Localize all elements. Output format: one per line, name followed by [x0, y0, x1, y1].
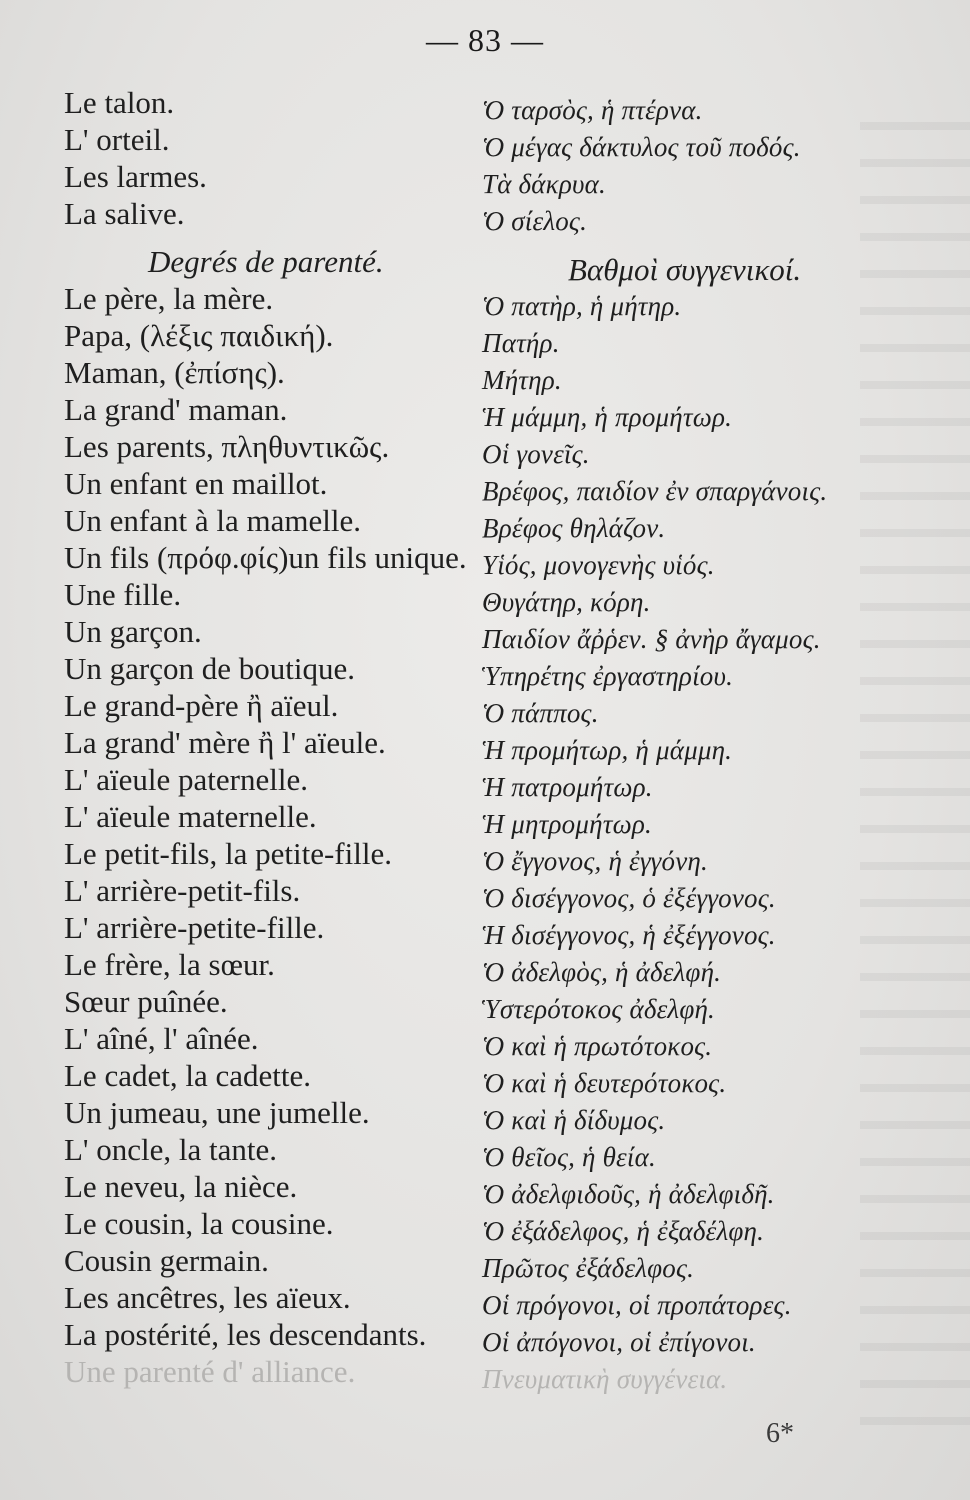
- french-column: [64, 84, 484, 1390]
- french-entry: Les larmes.: [64, 159, 207, 194]
- french-entry: Papa, (λέξις παιδική).: [64, 318, 334, 353]
- french-entry: Un enfant en maillot.: [64, 466, 328, 501]
- greek-entry: Ὁ ἀδελφὸς, ἡ ἀδελφή.: [482, 957, 722, 987]
- section-heading-greek: Βαθμοὶ συγγενικοί.: [568, 252, 802, 287]
- french-entry: Sœur puînée.: [64, 984, 228, 1019]
- greek-entry: Ὑπηρέτης ἐργαστηρίου.: [482, 661, 734, 691]
- french-entry: Le grand-père ἢ aïeul.: [64, 688, 339, 723]
- french-entry: Les parents, πληθυντικῶς.: [64, 429, 390, 464]
- greek-entry: Ὁ καὶ ἡ δίδυμος.: [482, 1105, 666, 1135]
- greek-entry: Βρέφος, παιδίον ἐν σπαργάνοις.: [482, 476, 828, 506]
- greek-column: [482, 92, 942, 1398]
- french-entry: Le cousin, la cousine.: [64, 1206, 334, 1241]
- greek-entry: Ὁ σίελος.: [482, 206, 588, 236]
- greek-entry: Ὁ ταρσὸς, ἡ πτέρνα.: [482, 95, 703, 125]
- french-entry: Le talon.: [64, 85, 175, 120]
- french-entry: Les ancêtres, les aïeux.: [64, 1280, 351, 1315]
- page-number: — 83 —: [426, 22, 544, 58]
- greek-entry: Ὁ ἀδελφιδοῦς, ἡ ἀδελφιδῆ.: [482, 1179, 775, 1209]
- french-entry: L' arrière-petite-fille.: [64, 910, 325, 945]
- greek-entry: Πρῶτος ἐξάδελφος.: [482, 1253, 695, 1283]
- french-entry: Un fils (πρόφ.φίς)un fils unique.: [64, 540, 467, 575]
- greek-entry: Ἡ προμήτωρ, ἡ μάμμη.: [482, 735, 733, 765]
- greek-entry: Θυγάτηρ, κόρη.: [482, 587, 651, 617]
- greek-entry: Ὑστερότοκος ἀδελφή.: [482, 994, 715, 1024]
- greek-entry: Ὁ πάππος.: [482, 698, 599, 728]
- greek-entry: Παιδίον ἄῤῥεν. § ἀνὴρ ἄγαμος.: [482, 624, 821, 654]
- french-entry: L' orteil.: [64, 122, 170, 157]
- greek-entry: Πνευματικὴ συγγένεια.: [482, 1364, 728, 1394]
- section-heading-french: Degrés de parenté.: [148, 244, 384, 279]
- french-entry: Un jumeau, une jumelle.: [64, 1095, 370, 1130]
- greek-entry: Ὁ μέγας δάκτυλος τοῦ ποδός.: [482, 132, 801, 162]
- greek-entry: Βρέφος θηλάζον.: [482, 513, 666, 543]
- french-entry: L' aïeule maternelle.: [64, 799, 317, 834]
- french-entry: Cousin germain.: [64, 1243, 269, 1278]
- greek-entry: Μήτηρ.: [482, 365, 562, 395]
- greek-entry: Πατήρ.: [482, 328, 560, 358]
- greek-entry: Υἱός, μονογενὴς υἱός.: [482, 550, 715, 580]
- greek-entry: Ὁ πατὴρ, ἡ μήτηρ.: [482, 291, 682, 321]
- greek-entry: Ὁ ἐξάδελφος, ἡ ἐξαδέλφη.: [482, 1216, 765, 1246]
- signature-mark: 6*: [766, 1418, 794, 1449]
- french-entry: La postérité, les descendants.: [64, 1317, 427, 1352]
- greek-entry: Ἡ πατρομήτωρ.: [482, 772, 653, 802]
- greek-entry: Ἡ μητρομήτωρ.: [482, 809, 652, 839]
- french-entry: Une parenté d' alliance.: [64, 1354, 356, 1389]
- greek-entry: Ὁ καὶ ἡ πρωτότοκος.: [482, 1031, 713, 1061]
- french-entry: Un garçon de boutique.: [64, 651, 355, 686]
- greek-entry: Ὁ ἔγγονος, ἡ ἐγγόνη.: [482, 846, 708, 876]
- greek-entry: Οἱ γονεῖς.: [482, 439, 590, 469]
- french-entry: Le cadet, la cadette.: [64, 1058, 311, 1093]
- french-entry: Un garçon.: [64, 614, 202, 649]
- french-entry: L' oncle, la tante.: [64, 1132, 278, 1167]
- french-entry: L' arrière-petit-fils.: [64, 873, 301, 908]
- greek-entry: Ἡ μάμμη, ἡ προμήτωρ.: [482, 402, 733, 432]
- french-entry: Le neveu, la nièce.: [64, 1169, 298, 1204]
- greek-entry: Ὁ δισέγγονος, ὁ ἐξέγγονος.: [482, 883, 776, 913]
- greek-entry: Ὁ καὶ ἡ δευτερότοκος.: [482, 1068, 727, 1098]
- french-entry: Le petit-fils, la petite-fille.: [64, 836, 392, 871]
- french-entry: Le père, la mère.: [64, 281, 274, 316]
- greek-entry: Οἱ ἀπόγονοι, οἱ ἐπίγονοι.: [482, 1327, 756, 1357]
- french-entry: Le frère, la sœur.: [64, 947, 275, 982]
- greek-entry: Τὰ δάκρυα.: [482, 169, 606, 199]
- french-entry: L' aîné, l' aînée.: [64, 1021, 259, 1056]
- french-entry: La grand' maman.: [64, 392, 288, 427]
- greek-entry: Ὁ θεῖος, ἡ θεία.: [482, 1142, 656, 1172]
- french-entry: Une fille.: [64, 577, 182, 612]
- french-entry: Maman, (ἐπίσης).: [64, 355, 285, 390]
- french-entry: Un enfant à la mamelle.: [64, 503, 361, 538]
- greek-entry: Ἡ δισέγγονος, ἡ ἐξέγγονος.: [482, 920, 776, 950]
- french-entry: L' aïeule paternelle.: [64, 762, 308, 797]
- greek-entry: Οἱ πρόγονοι, οἱ προπάτορες.: [482, 1290, 792, 1320]
- french-entry: La salive.: [64, 196, 185, 231]
- french-entry: La grand' mère ἢ l' aïeule.: [64, 725, 386, 760]
